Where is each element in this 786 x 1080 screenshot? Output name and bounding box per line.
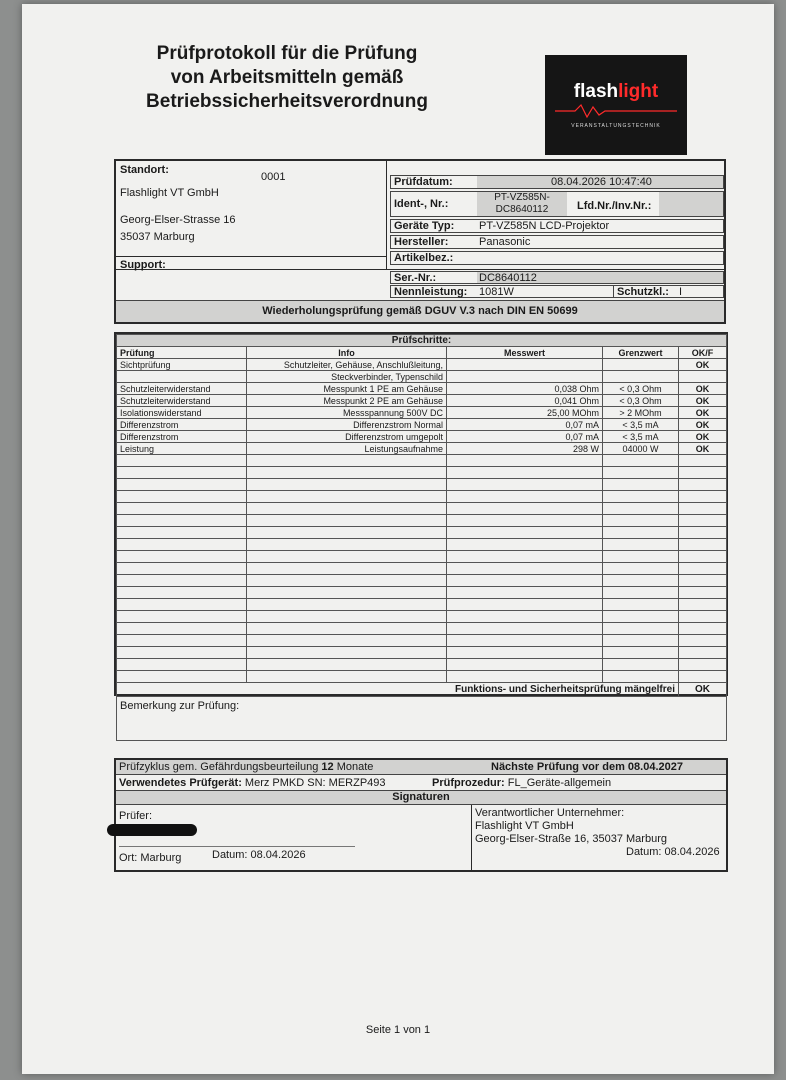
- title-line: Prüfprotokoll für die Prüfung: [156, 43, 418, 64]
- col-header-grenzwert: Grenzwert: [603, 347, 679, 359]
- schutz-value: I: [679, 286, 683, 298]
- naechste-pruefung: Nächste Prüfung vor dem 08.04.2027: [491, 761, 683, 773]
- standort-label: Standort:: [120, 164, 169, 176]
- standort-street: Georg-Elser-Strasse 16: [120, 214, 236, 226]
- pruefdatum-label: Prüfdatum:: [394, 176, 453, 188]
- table-row: Leistung Leistungsaufnahme 298 W 04000 W OK: [117, 443, 727, 455]
- empty-table-row: [117, 455, 727, 467]
- table-row: Schutzleiterwiderstand Messpunkt 2 PE am Gehäuse 0,041 Ohm < 0,3 Ohm OK: [117, 395, 727, 407]
- col-header-messwert: Messwert: [447, 347, 603, 359]
- pruefzyklus-text: Prüfzyklus gem. Gefährdungsbeurteilung 12 Monate: [119, 761, 374, 773]
- artikel-label: Artikelbez.:: [394, 252, 454, 264]
- company-logo: flashlight VERANSTALTUNGSTECHNIK: [545, 55, 687, 155]
- empty-table-row: [117, 563, 727, 575]
- empty-table-row: [117, 539, 727, 551]
- device-info-box: [114, 159, 726, 324]
- pruefschritte-box: [114, 332, 728, 712]
- ser-label: Ser.-Nr.:: [394, 272, 437, 284]
- empty-table-row: [117, 623, 727, 635]
- standort-city: 35037 Marburg: [120, 231, 195, 243]
- ser-value: DC8640112: [479, 272, 537, 284]
- empty-table-row: [117, 527, 727, 539]
- empty-table-row: [117, 659, 727, 671]
- ort-value: Ort: Marburg: [119, 852, 182, 864]
- empty-table-row: [117, 491, 727, 503]
- ident-label: Ident-, Nr.:: [394, 198, 449, 210]
- datum-right: Datum: 08.04.2026: [626, 846, 720, 858]
- empty-table-row: [117, 515, 727, 527]
- hersteller-value: Panasonic: [479, 236, 531, 248]
- typ-label: Geräte Typ:: [394, 220, 455, 232]
- firma-value: Flashlight VT GmbH: [475, 820, 574, 832]
- empty-table-row: [117, 635, 727, 647]
- empty-table-row: [117, 479, 727, 491]
- signature-box: [114, 758, 728, 872]
- summary-label: Funktions- und Sicherheitsprüfung mängelfrei: [117, 683, 679, 697]
- ident-value-1: PT-VZ585N-: [494, 192, 550, 203]
- steps-title: Prüfschritte:: [117, 335, 727, 347]
- table-row: Sichtprüfung Schutzleiter, Gehäuse, Anschlußleitung, OK: [117, 359, 727, 371]
- empty-table-row: [117, 647, 727, 659]
- pruefer-label: Prüfer:: [119, 810, 153, 822]
- empty-table-row: [117, 503, 727, 515]
- empty-table-row: [117, 587, 727, 599]
- ident-value-2: DC8640112: [495, 204, 549, 215]
- empty-table-row: [117, 551, 727, 563]
- wiederholung-title: Wiederholungsprüfung gemäß DGUV V.3 nach DIN EN 50699: [262, 305, 578, 317]
- pruefprozedur: Prüfprozedur: FL_Geräte-allgemein: [432, 777, 612, 789]
- table-row: Isolationswiderstand Messspannung 500V DC 25,00 MOhm > 2 MOhm OK: [117, 407, 727, 419]
- nenn-label: Nennleistung:: [394, 286, 468, 298]
- document-title: [117, 42, 457, 114]
- typ-value: PT-VZ585N LCD-Projektor: [479, 220, 610, 232]
- nenn-value: 1081W: [479, 286, 514, 298]
- datum-left: Datum: 08.04.2026: [212, 849, 306, 861]
- standort-name: Flashlight VT GmbH: [120, 187, 219, 199]
- col-header-info: Info: [247, 347, 447, 359]
- table-row: Differenzstrom Differenzstrom Normal 0,07 mA < 3,5 mA OK: [117, 419, 727, 431]
- hersteller-label: Hersteller:: [394, 236, 449, 248]
- waveform-icon: [555, 103, 677, 119]
- adresse-value: Georg-Elser-Straße 16, 35037 Marburg: [475, 833, 667, 845]
- empty-table-row: [117, 599, 727, 611]
- bemerkung-label: Bemerkung zur Prüfung:: [117, 697, 727, 741]
- pruefdatum-value: 08.04.2026 10:47:40: [551, 176, 652, 188]
- pruefgeraet: Verwendetes Prüfgerät: Merz PMKD SN: MERZP493: [119, 777, 386, 789]
- standort-code: 0001: [261, 171, 286, 183]
- col-header-okf: OK/F: [679, 347, 727, 359]
- table-row: Steckverbinder, Typenschild: [117, 371, 727, 383]
- lfd-label: Lfd.Nr./Inv.Nr.:: [577, 200, 652, 212]
- redaction-mark: [107, 824, 197, 836]
- empty-table-row: [117, 575, 727, 587]
- document-page: [22, 4, 774, 1074]
- summary-value: OK: [679, 683, 727, 697]
- table-row: Schutzleiterwiderstand Messpunkt 1 PE am Gehäuse 0,038 Ohm < 0,3 Ohm OK: [117, 383, 727, 395]
- pruefschritte-table: [116, 334, 727, 741]
- support-label: Support:: [120, 259, 166, 271]
- empty-table-row: [117, 467, 727, 479]
- schutz-label: Schutzkl.:: [617, 286, 669, 298]
- col-header-pruefung: Prüfung: [117, 347, 247, 359]
- verantwortlicher-label: Verantwortlicher Unternehmer:: [475, 807, 625, 819]
- table-row: Differenzstrom Differenzstrom umgepolt 0,07 mA < 3,5 mA OK: [117, 431, 727, 443]
- empty-table-row: [117, 611, 727, 623]
- empty-table-row: [117, 671, 727, 683]
- signaturen-title: Signaturen: [392, 791, 450, 803]
- title-line: von Arbeitsmitteln gemäß: [170, 67, 404, 88]
- title-line: Betriebssicherheitsverordnung: [146, 91, 428, 112]
- page-number: Seite 1 von 1: [365, 1024, 431, 1036]
